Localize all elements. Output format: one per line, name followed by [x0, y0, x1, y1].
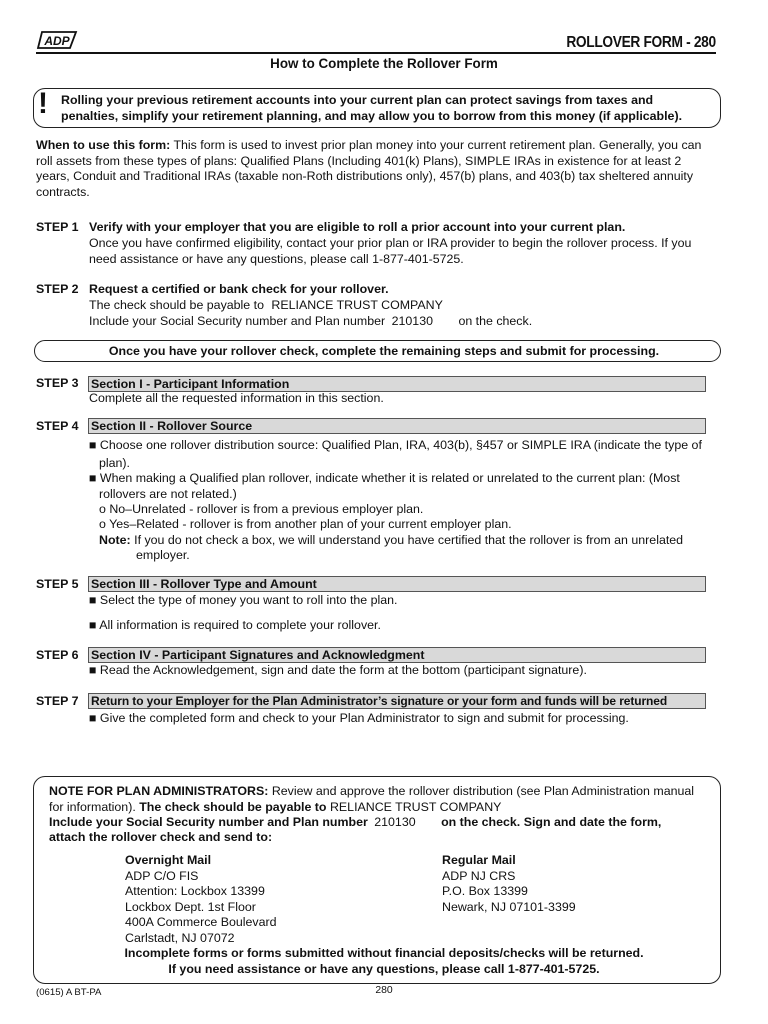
- admin-plan-number: 210130: [374, 815, 416, 829]
- step-2-payable-prefix: The check should be payable to: [89, 298, 264, 312]
- admin-line-2: [49, 800, 717, 816]
- step-3-section-bar: Section I - Participant Information: [88, 376, 706, 392]
- step-4-note-label: Note:: [99, 533, 131, 547]
- overnight-line: ADP C/O FIS: [125, 868, 199, 883]
- step-4-label: STEP 4: [36, 419, 79, 433]
- regular-line: Newark, NJ 07101-3399: [442, 899, 576, 914]
- header-rule: [36, 52, 716, 54]
- admin-warning-2: If you need assistance or have any questions, please call 1-877-401-5725.: [168, 962, 600, 976]
- admin-payee: RELIANCE TRUST COMPANY: [329, 800, 502, 814]
- alert-text: [61, 93, 711, 124]
- step-1-line-2: need assistance or have any questions, please call 1-877-401-5725.: [89, 252, 464, 266]
- admin-line-3: [49, 815, 717, 831]
- intro-label: When to use this form:: [36, 138, 171, 152]
- step-7-section-bar: Return to your Employer for the Plan Administrator’s signature or your form and funds will be returned: [88, 693, 706, 709]
- step-4-note: [99, 533, 719, 549]
- admin-line-3-suffix: on the check. Sign and date the form,: [441, 815, 662, 829]
- step-2-plan-number: 210130: [391, 314, 433, 328]
- admin-line-1-rest: Review and approve the rollover distribution (see Plan Administration manual: [271, 784, 695, 798]
- step-2-payable: [89, 298, 719, 314]
- overnight-line: Carlstadt, NJ 07072: [125, 930, 235, 945]
- step-2-payee: RELIANCE TRUST COMPANY: [271, 298, 443, 312]
- admin-line-2-start: for information).: [49, 800, 136, 814]
- regular-line: ADP NJ CRS: [442, 868, 516, 883]
- step-7-bullet-1: ■ Give the completed form and check to your Plan Administrator to sign and submit for processing.: [89, 711, 629, 725]
- overnight-line: 400A Commerce Boulevard: [125, 915, 277, 930]
- admin-line-1: [49, 784, 717, 800]
- intro-line-4: contracts.: [36, 184, 90, 199]
- alert-line-1: Rolling your previous retirement accounts into your current plan can protect savings from taxes and: [61, 93, 654, 107]
- alert-line-2: penalties, simplify your retirement planning, and may allow you to borrow from this money (if applicable).: [61, 108, 683, 123]
- intro-paragraph: [36, 138, 726, 200]
- step-4-bullet-1a: ■ Choose one rollover distribution source: Qualified Plan, IRA, 403(b), §457 or SIMPLE IRA (indicate the type of: [89, 438, 702, 452]
- step-4-note-line-1: If you do not check a box, we will understand you have certified that the rollover is from an unrelated: [134, 533, 684, 547]
- step-6-bullet-1: ■ Read the Acknowledgement, sign and date the form at the bottom (participant signature).: [89, 663, 587, 677]
- footer-form-code: (0615) A BT-PA: [36, 987, 102, 998]
- adp-logo: [36, 30, 78, 50]
- step-4-sub-2: o Yes–Related - rollover is from another plan of your current employer plan.: [99, 517, 512, 531]
- exclamation-icon: !: [38, 87, 48, 120]
- step-3-body: Complete all the requested information in this section.: [89, 391, 384, 405]
- step-5-bullet-1: ■ Select the type of money you want to roll into the plan.: [89, 593, 398, 607]
- step-4-bullet-2a: ■ When making a Qualified plan rollover, indicate whether it is related or unrelated to the current plan: (Most: [89, 471, 680, 485]
- regular-mail-block: [442, 853, 682, 915]
- step-7-label: STEP 7: [36, 694, 79, 708]
- overnight-line: Attention: Lockbox 13399: [125, 884, 265, 899]
- overnight-mail-block: [125, 853, 365, 947]
- logo-text: ADP: [44, 34, 70, 48]
- admin-line-2-bold: The check should be payable to: [139, 800, 327, 814]
- step-5-bullet-2: ■ All information is required to complete your rollover.: [89, 618, 381, 632]
- step-1-title: Verify with your employer that you are eligible to roll a prior account into your current plan.: [89, 220, 626, 234]
- overnight-line: Lockbox Dept. 1st Floor: [125, 899, 256, 914]
- admin-line-4: attach the rollover check and send to:: [49, 830, 273, 844]
- regular-mail-heading: Regular Mail: [442, 853, 516, 867]
- intro-line-2: roll assets from these types of plans: Qualified Plans (Including 401(k) Plans), SIMPLE IRAs in existence for at least 2: [36, 153, 682, 168]
- step-4-section-bar: Section II - Rollover Source: [88, 418, 706, 434]
- step-4-bullet-2b: rollovers are not related.): [99, 487, 237, 501]
- step-3-label: STEP 3: [36, 376, 79, 390]
- step-2-title: Request a certified or bank check for your rollover.: [89, 282, 389, 296]
- step-2-label: STEP 2: [36, 282, 79, 296]
- overnight-mail-heading: Overnight Mail: [125, 853, 212, 867]
- step-1-label: STEP 1: [36, 220, 79, 234]
- step-4-bullet-1b: plan).: [99, 456, 130, 470]
- footer-page-number: 280: [375, 985, 393, 996]
- step-4-sub-1: o No–Unrelated - rollover is from a previous employer plan.: [99, 502, 424, 516]
- mid-notice-text: Once you have your rollover check, complete the remaining steps and submit for processing.: [108, 344, 660, 358]
- step-6-section-bar: Section IV - Participant Signatures and Acknowledgment: [88, 647, 706, 663]
- step-2-include-prefix: Include your Social Security number and Plan number: [89, 314, 386, 328]
- step-6-label: STEP 6: [36, 648, 79, 662]
- step-5-label: STEP 5: [36, 577, 79, 591]
- step-2-include: [89, 314, 719, 330]
- step-5-section-bar: Section III - Rollover Type and Amount: [88, 576, 706, 592]
- step-4-note-line-2: employer.: [136, 548, 190, 562]
- regular-line: P.O. Box 13399: [442, 884, 528, 899]
- intro-line-3: years, Conduit and Traditional IRAs (taxable non-Roth distributions only), 457(b) plans, and 403(b) tax sheltered annuity: [36, 169, 694, 184]
- form-title: ROLLOVER FORM - 280: [566, 34, 716, 51]
- admin-note-label: NOTE FOR PLAN ADMINISTRATORS:: [49, 784, 269, 798]
- intro-line-1: This form is used to invest prior plan money into your current retirement plan. Generally, you can: [173, 138, 702, 152]
- step-1-line-1: Once you have confirmed eligibility, contact your prior plan or IRA provider to begin the rollover process. If you: [89, 236, 692, 250]
- admin-warning-1: Incomplete forms or forms submitted without financial deposits/checks will be returned.: [124, 946, 644, 960]
- page-heading: How to Complete the Rollover Form: [270, 56, 498, 71]
- step-2-include-suffix: on the check.: [458, 314, 533, 328]
- admin-line-3-prefix: Include your Social Security number and Plan number: [49, 815, 368, 829]
